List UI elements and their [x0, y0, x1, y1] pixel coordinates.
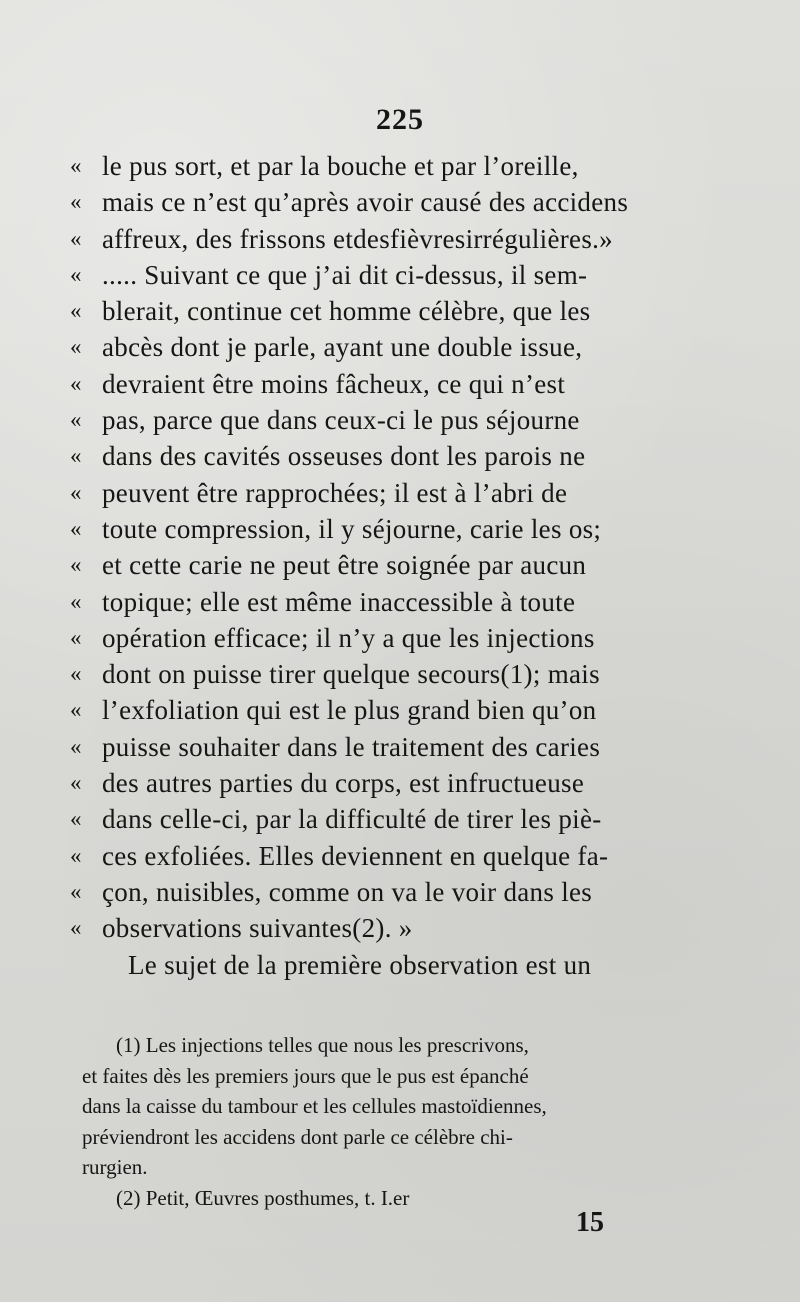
- line-text: pas, parce que dans ceux-ci le pus séjourne: [102, 405, 580, 436]
- text-line: [70, 402, 730, 438]
- line-text: dont on puisse tirer quelque secours(1); mais: [102, 659, 600, 690]
- line-text: mais ce n’est qu’après avoir causé des accidens: [102, 187, 629, 218]
- quote-mark: «: [70, 443, 82, 469]
- text-line: [70, 366, 730, 402]
- text-line: [70, 293, 730, 329]
- line-text: ..... Suivant ce que j’ai dit ci-dessus, il sem-: [102, 259, 588, 290]
- quote-mark: «: [70, 261, 82, 287]
- quote-mark: «: [70, 588, 82, 614]
- quote-mark: «: [70, 552, 82, 578]
- line-text: abcès dont je parle, ayant une double issue,: [102, 332, 583, 363]
- quote-mark: «: [70, 624, 82, 650]
- footnote-line: (1) Les injections telles que nous les prescrivons,: [116, 1033, 529, 1057]
- footnotes: [82, 1030, 736, 1213]
- text-line: [70, 765, 730, 801]
- signature-mark: 15: [576, 1207, 604, 1238]
- text-line: [70, 656, 730, 692]
- line-text: çon, nuisibles, comme on va le voir dans les: [102, 876, 593, 907]
- quote-mark: «: [70, 515, 82, 541]
- main-text: [70, 148, 730, 983]
- footnote-line: (2) Petit, Œuvres posthumes, t. I.er: [116, 1185, 410, 1210]
- text-line: [70, 910, 730, 946]
- quote-mark: «: [70, 842, 82, 868]
- line-text: le pus sort, et par la bouche et par l’oreille,: [102, 151, 579, 181]
- footnote-line: préviendront les accidens dont parle ce célèbre chi-: [82, 1124, 513, 1149]
- line-text: ces exfoliées. Elles deviennent en quelque fa-: [102, 840, 609, 871]
- line-text: peuvent être rapprochées; il est à l’abri de: [102, 477, 568, 508]
- text-line: [70, 620, 730, 656]
- text-line: [70, 547, 730, 583]
- line-text: toute compression, il y séjourne, carie les os;: [102, 513, 602, 544]
- text-line: [70, 801, 730, 837]
- footnote-line: et faites dès les premiers jours que le pus est épanché: [82, 1063, 529, 1088]
- text-line: [70, 329, 730, 365]
- quote-mark: «: [70, 661, 82, 687]
- quote-mark: «: [70, 407, 82, 433]
- text-line: [70, 475, 730, 511]
- line-text: dans des cavités osseuses dont les parois ne: [102, 441, 586, 472]
- line-text: blerait, continue cet homme célèbre, que les: [102, 296, 591, 327]
- line-text: affreux, des frissons etdesfièvresirrégulières.»: [102, 223, 613, 254]
- text-line: [70, 221, 730, 257]
- quote-mark: «: [70, 334, 82, 360]
- page-number: 225: [376, 103, 424, 136]
- text-line: [70, 838, 730, 874]
- text-line: [70, 148, 730, 184]
- line-text: l’exfoliation qui est le plus grand bien qu’on: [102, 695, 597, 726]
- line-text: et cette carie ne peut être soignée par aucun: [102, 550, 587, 581]
- quote-mark: «: [70, 915, 82, 941]
- text-line: [70, 438, 730, 474]
- quote-mark: «: [70, 733, 82, 759]
- text-line: [70, 184, 730, 220]
- text-line: [70, 257, 730, 293]
- quote-mark: «: [70, 153, 82, 178]
- quote-mark: «: [70, 370, 82, 396]
- line-text: dans celle-ci, par la difficulté de tirer les piè-: [102, 804, 602, 835]
- text-line: [70, 511, 730, 547]
- text-line: [70, 729, 730, 765]
- quote-mark: «: [70, 225, 82, 251]
- quote-mark: «: [70, 298, 82, 324]
- quote-mark: «: [70, 806, 82, 832]
- text-line: [70, 874, 730, 910]
- quote-mark: «: [70, 878, 82, 904]
- line-text: puisse souhaiter dans le traitement des caries: [102, 731, 601, 762]
- quote-mark: «: [70, 697, 82, 723]
- text-line: [70, 584, 730, 620]
- line-text: opération efficace; il n’y a que les injections: [102, 622, 595, 653]
- quote-mark: «: [70, 770, 82, 796]
- line-text: observations suivantes(2). »: [102, 913, 413, 944]
- quote-mark: «: [70, 479, 82, 505]
- footnote-line: dans la caisse du tambour et les cellules mastoïdiennes,: [82, 1094, 547, 1118]
- text-line: [70, 947, 730, 983]
- text-line: [70, 692, 730, 728]
- line-text: devraient être moins fâcheux, ce qui n’est: [102, 368, 566, 399]
- paragraph-start-text: Le sujet de la première observation est un: [128, 949, 592, 980]
- line-text: des autres parties du corps, est infructueuse: [102, 768, 585, 799]
- footnote-line: rurgien.: [82, 1155, 148, 1179]
- line-text: topique; elle est même inaccessible à toute: [102, 586, 576, 617]
- quote-mark: «: [70, 189, 82, 215]
